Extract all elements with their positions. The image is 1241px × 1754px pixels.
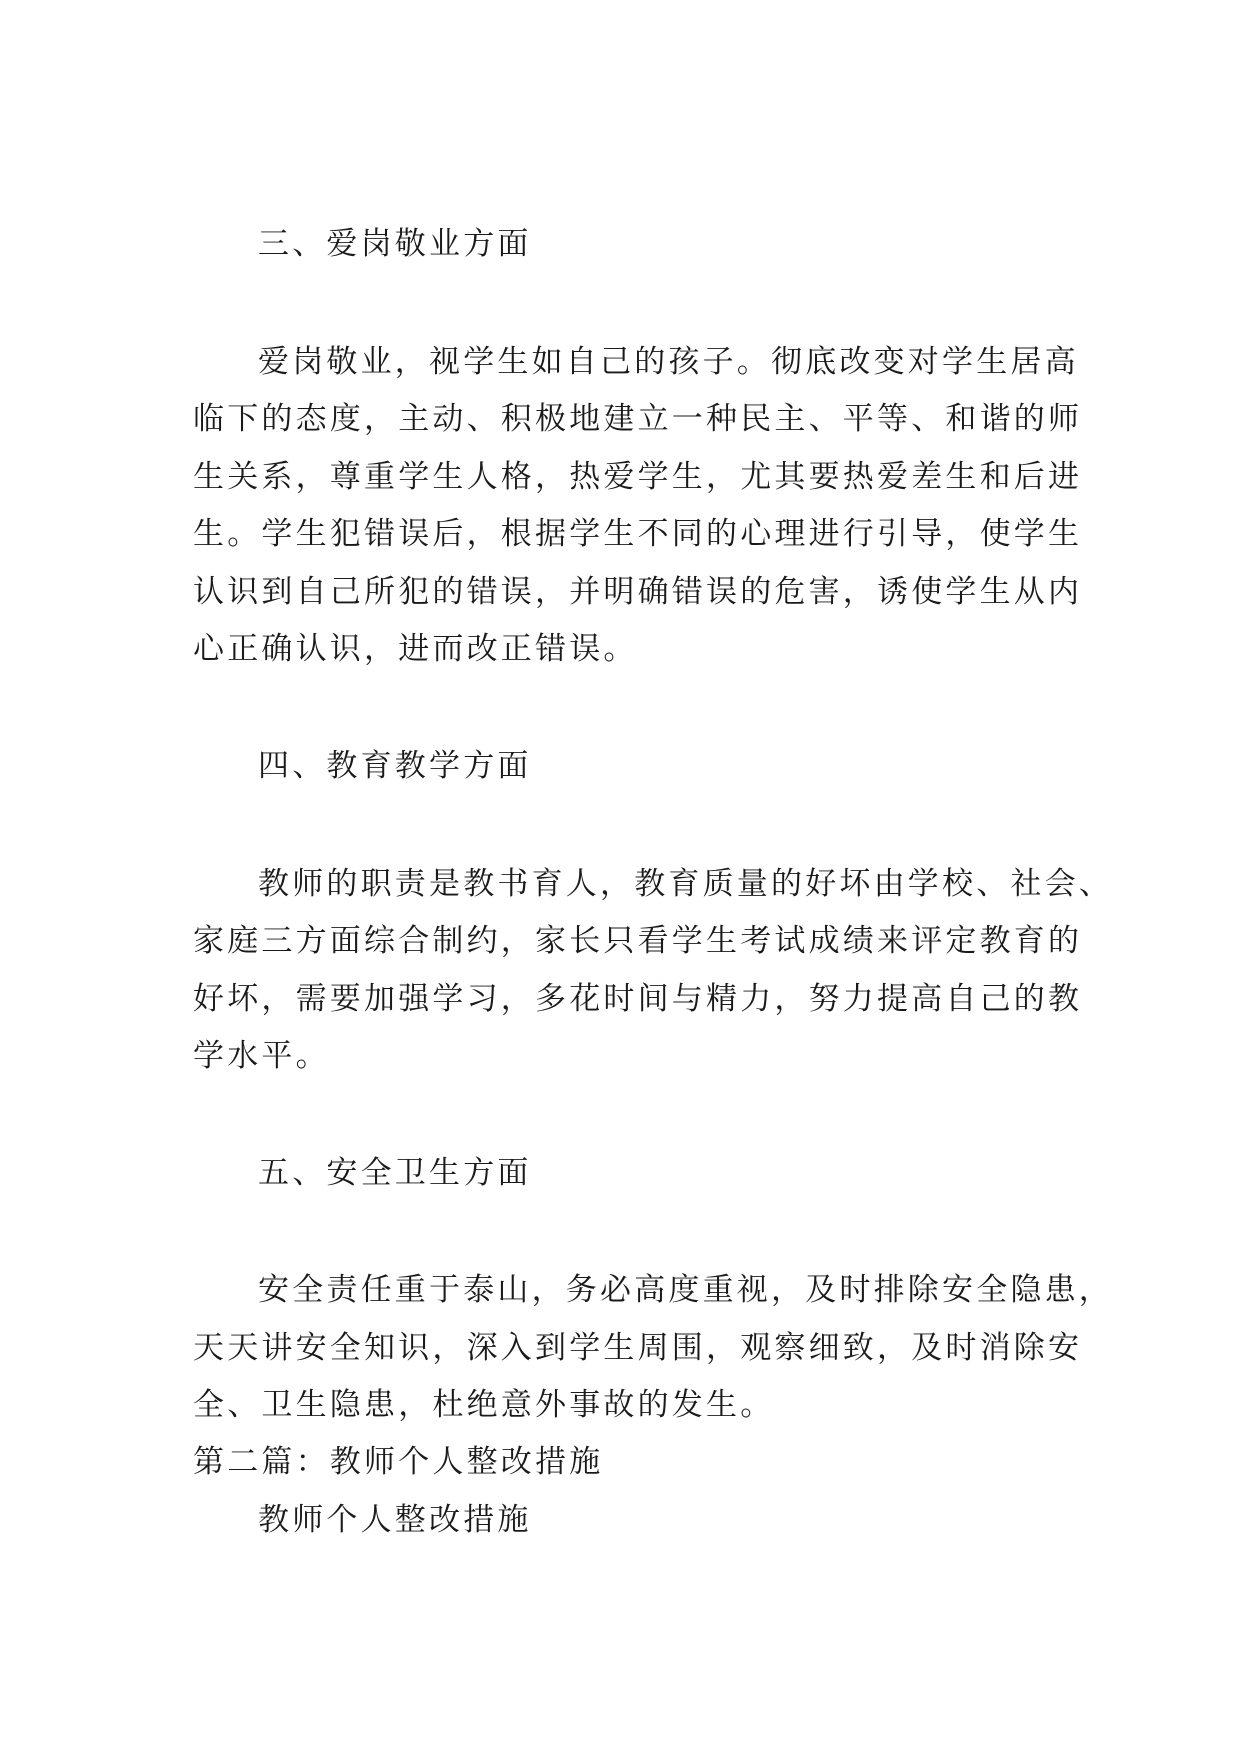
section-heading-3: 三、爱岗敬业方面 <box>258 226 532 262</box>
paragraph-line: 家庭三方面综合制约，家长只看学生考试成绩来评定教育的 <box>193 923 1083 959</box>
part-two-title: 第二篇：教师个人整改措施 <box>193 1444 604 1480</box>
paragraph-line: 天天讲安全知识，深入到学生周围，观察细致，及时消除安 <box>193 1330 1083 1366</box>
paragraph-line: 爱岗敬业，视学生如自己的孩子。彻底改变对学生居高 <box>258 344 1079 380</box>
paragraph-line: 教师的职责是教书育人，教育质量的好坏由学校、社会、 <box>258 866 1113 902</box>
paragraph-line: 学水平。 <box>193 1038 330 1074</box>
paragraph-line: 心正确认识，进而改正错误。 <box>193 631 638 667</box>
paragraph-line: 临下的态度，主动、积极地建立一种民主、平等、和谐的师 <box>193 401 1083 437</box>
paragraph-line: 安全责任重于泰山，务必高度重视，及时排除安全隐患， <box>258 1272 1113 1308</box>
part-two-subtitle: 教师个人整改措施 <box>258 1502 532 1538</box>
paragraph-line: 生关系，尊重学生人格，热爱学生，尤其要热爱差生和后进 <box>193 459 1083 495</box>
paragraph-line: 好坏，需要加强学习，多花时间与精力，努力提高自己的教 <box>193 981 1083 1017</box>
paragraph-line: 认识到自己所犯的错误，并明确错误的危害，诱使学生从内 <box>193 574 1083 610</box>
section-heading-4: 四、教育教学方面 <box>258 748 532 784</box>
paragraph-line: 生。学生犯错误后，根据学生不同的心理进行引导，使学生 <box>193 516 1083 552</box>
paragraph-line: 全、卫生隐患，杜绝意外事故的发生。 <box>193 1387 775 1423</box>
section-heading-5: 五、安全卫生方面 <box>258 1155 532 1191</box>
